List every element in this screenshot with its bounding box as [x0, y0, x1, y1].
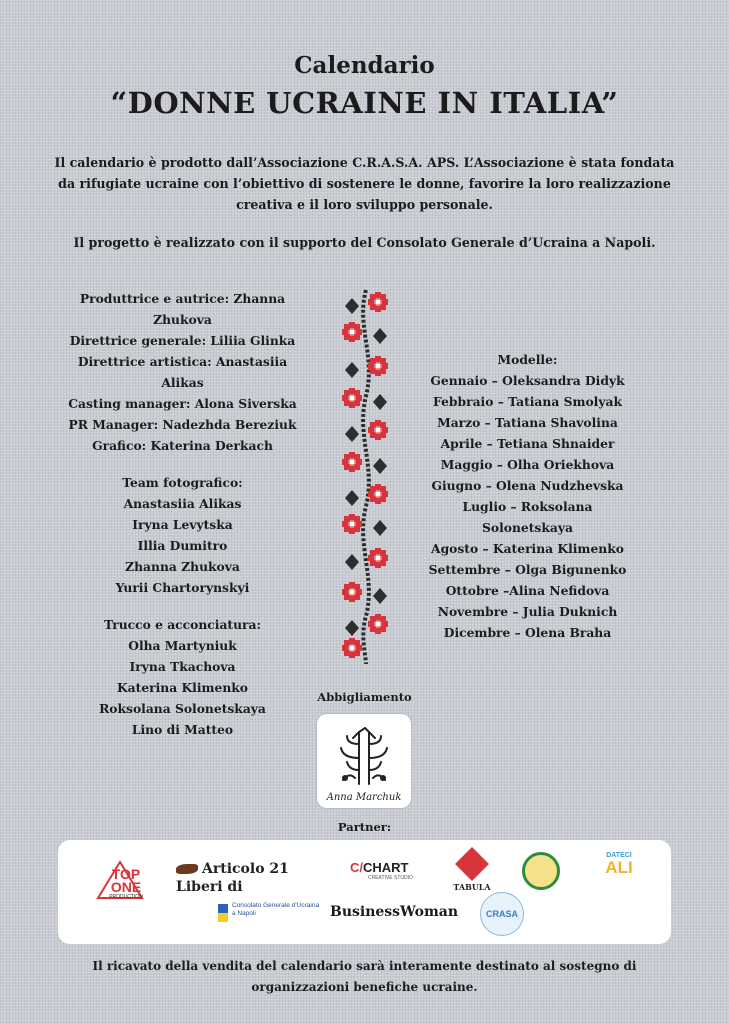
- chart-studio-logo: C/CHART CREATIVE STUDIO: [350, 860, 413, 881]
- models-title: Modelle:: [497, 352, 558, 367]
- leaf-motif-icon: [373, 588, 387, 604]
- leaf-motif-icon: [373, 458, 387, 474]
- model-entry: Settembre – Olga Bigunenko: [428, 562, 627, 577]
- partners-panel: [58, 840, 671, 944]
- intro-paragraph: Il calendario è prodotto dall’Associazione C.R.A.S.A. APS. L’Associazione è stata fondata da rifugiate ucraine con l’obiettivo di sostenere le donne, favorire la loro realizzazione creativa e il loro sviluppo personale.: [54, 155, 675, 212]
- rose-motif-icon: [342, 388, 362, 408]
- rose-motif-icon: [368, 420, 388, 440]
- photo-team-title: Team fotografico:: [122, 475, 243, 490]
- makeup-team-member: Olha Martyniuk: [128, 638, 237, 653]
- model-entry: Novembre – Julia Duknich: [437, 604, 618, 619]
- partners-label: Partner:: [337, 820, 392, 834]
- rose-motif-icon: [342, 582, 362, 602]
- rose-motif-icon: [368, 484, 388, 504]
- credits-column: [55, 288, 310, 740]
- model-entry: Marzo – Tatiana Shavolina: [437, 415, 618, 430]
- tree-of-life-icon: [317, 714, 411, 808]
- rose-motif-icon: [368, 614, 388, 634]
- makeup-team-title: Trucco e acconciatura:: [103, 617, 262, 632]
- photo-team-member: Zhanna Zhukova: [125, 559, 240, 574]
- leaf-motif-icon: [373, 328, 387, 344]
- leaf-motif-icon: [345, 554, 359, 570]
- articolo-21-logo: Articolo 21 Liberi di: [176, 861, 289, 895]
- models-column: [420, 349, 635, 643]
- makeup-team-member: Katerina Klimenko: [116, 680, 249, 695]
- credit-role: Grafico: Katerina Derkach: [92, 438, 273, 453]
- consolato-logo: Consolato Generale d’Ucraina a Napoli: [218, 902, 338, 932]
- photo-team-member: Yurii Chartorynskyi: [115, 580, 250, 595]
- leaf-motif-icon: [345, 362, 359, 378]
- model-entry: Febbraio – Tatiana Smolyak: [433, 394, 622, 409]
- tabula-logo: TABULA: [450, 852, 494, 900]
- credit-role: Direttrice artistica: Anastasiia Alikas: [77, 354, 288, 390]
- model-entry: Maggio – Olha Oriekhova: [440, 457, 615, 472]
- leaf-motif-icon: [345, 298, 359, 314]
- makeup-team-member: Roksolana Solonetskaya: [99, 701, 266, 716]
- credit-role: Produttrice e autrice: Zhanna Zhukova: [79, 291, 286, 327]
- eagle-icon: [176, 864, 198, 874]
- page-subtitle: “DONNE UCRAINE IN ITALIA”: [110, 86, 619, 120]
- credit-role: Casting manager: Alona Siverska: [68, 396, 297, 411]
- leaf-motif-icon: [373, 394, 387, 410]
- leaf-motif-icon: [345, 620, 359, 636]
- leaf-motif-icon: [345, 490, 359, 506]
- footer-note: Il ricavato della vendita del calendario sarà interamente destinato al sostegno di organizzazioni benefiche ucraine.: [92, 959, 637, 994]
- model-entry: Agosto – Katerina Klimenko: [431, 541, 624, 556]
- rose-motif-icon: [368, 292, 388, 312]
- rose-motif-icon: [368, 548, 388, 568]
- association-emblem-icon: [522, 852, 560, 890]
- embroidery-pattern-icon: [328, 286, 404, 666]
- credit-role: Direttrice generale: Liliia Glinka: [69, 333, 296, 348]
- rose-motif-icon: [342, 322, 362, 342]
- top-one-logo: TOP ONE PRODUCTION: [96, 858, 156, 902]
- makeup-team-member: Lino di Matteo: [131, 722, 234, 737]
- tabula-emblem-icon: [455, 847, 489, 881]
- flag-yellow: [218, 913, 228, 922]
- model-entry: Luglio – Roksolana Solonetskaya: [462, 499, 593, 535]
- crasa-logo: CRASA: [480, 892, 524, 936]
- flag-blue: [218, 904, 228, 913]
- clothing-label: Abbigliamento: [317, 690, 412, 704]
- business-woman-logo: BusinessWoman: [330, 904, 459, 920]
- leaf-motif-icon: [373, 520, 387, 536]
- photo-team-member: Anastasiia Alikas: [123, 496, 242, 511]
- makeup-team-member: Iryna Tkachova: [129, 659, 236, 674]
- photo-team-member: Iryna Levytska: [132, 517, 233, 532]
- leaf-motif-icon: [345, 426, 359, 442]
- model-entry: Ottobre –Alina Nefidova: [445, 583, 610, 598]
- brand-signature: Anna Marchuk: [326, 792, 402, 803]
- anna-marchuk-logo: [317, 714, 411, 808]
- model-entry: Gennaio – Oleksandra Didyk: [430, 373, 625, 388]
- model-entry: Dicembre – Olena Braha: [443, 625, 612, 640]
- rose-motif-icon: [368, 356, 388, 376]
- rose-motif-icon: [342, 452, 362, 472]
- dateci-ali-logo: DATECI ALI: [605, 852, 633, 877]
- photo-team-member: Illia Dumitro: [137, 538, 228, 553]
- model-entry: Giugno – Olena Nudzhevska: [431, 478, 624, 493]
- rose-motif-icon: [342, 638, 362, 658]
- page-title: Calendario: [294, 52, 435, 79]
- rose-motif-icon: [342, 514, 362, 534]
- support-paragraph: Il progetto è realizzato con il supporto del Consolato Generale d’Ucraina a Napoli.: [73, 235, 656, 250]
- credit-role: PR Manager: Nadezhda Bereziuk: [68, 417, 297, 432]
- model-entry: Aprile – Tetiana Shnaider: [440, 436, 615, 451]
